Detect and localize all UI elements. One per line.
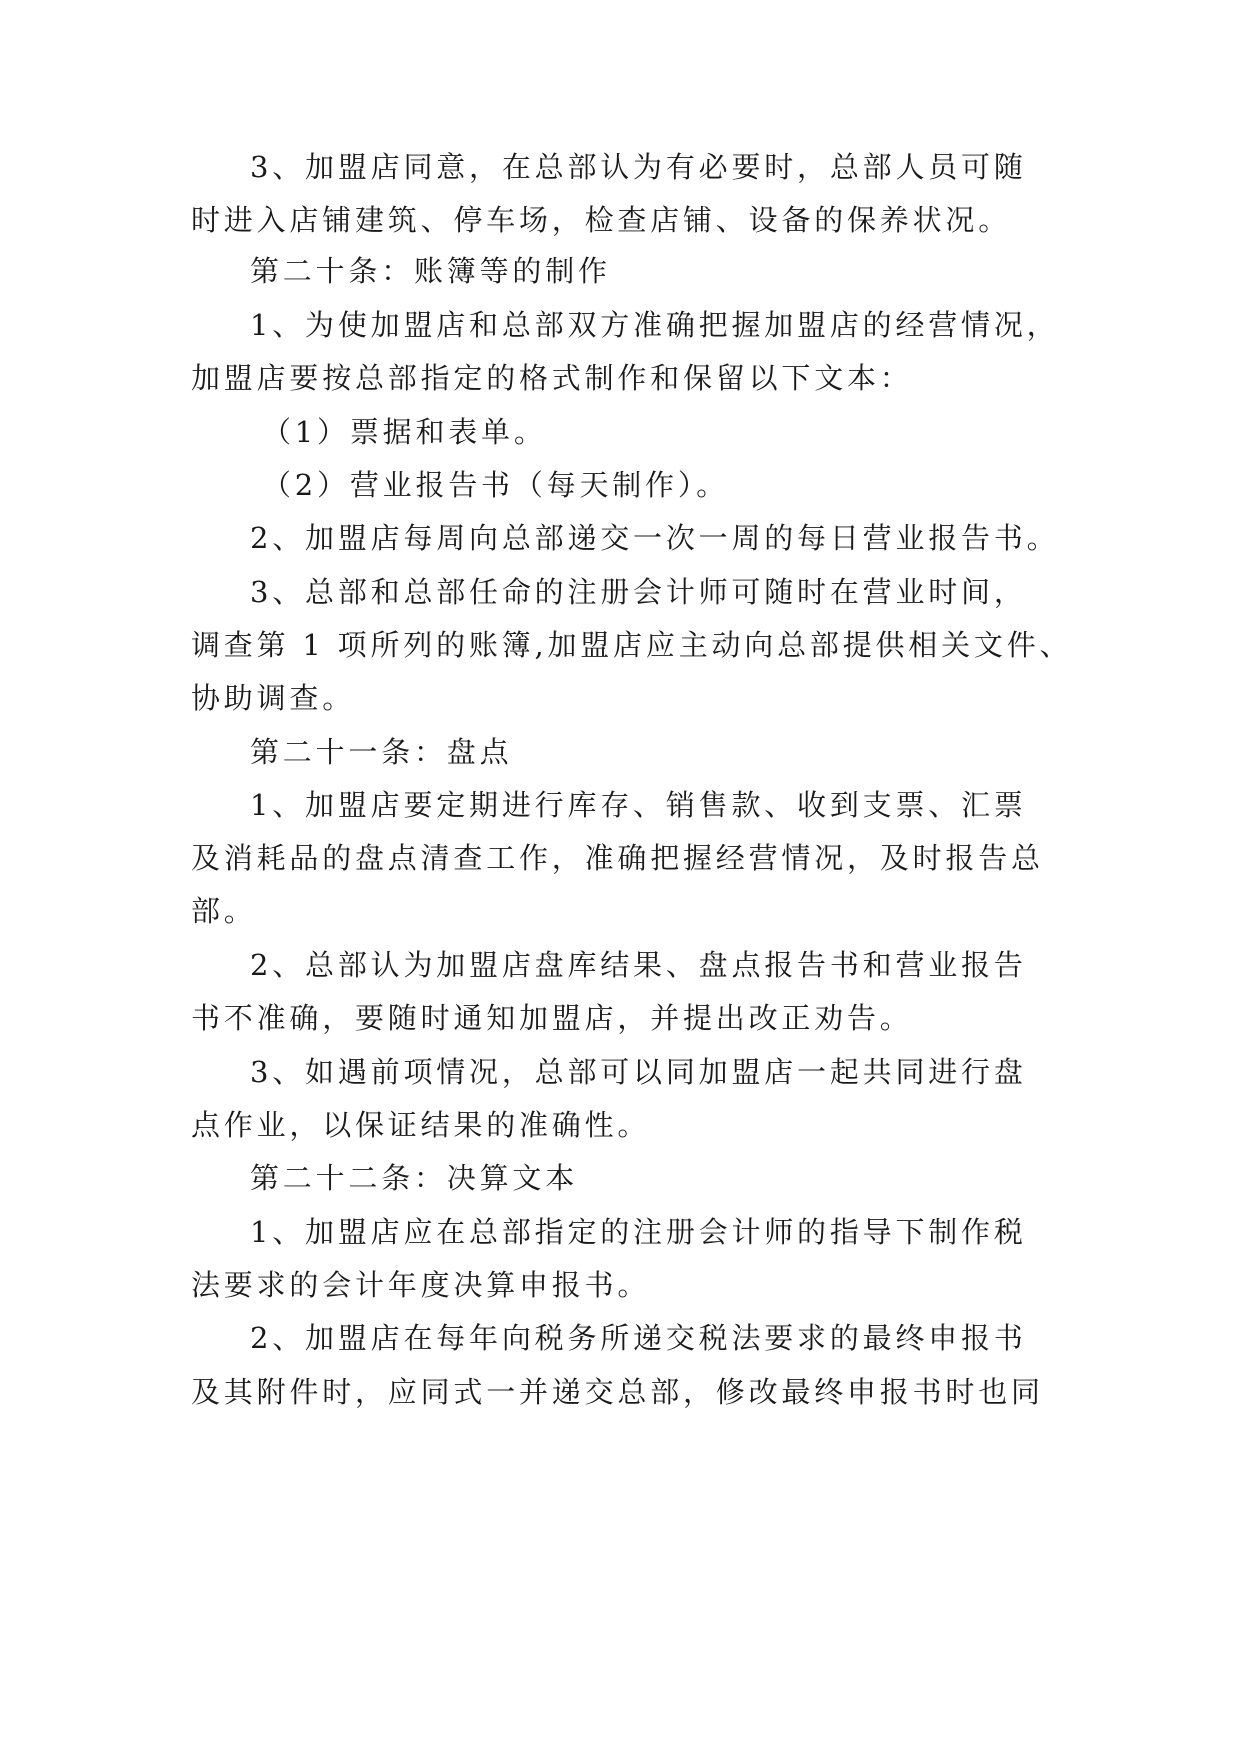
- section-heading: 第二十一条：盘点: [250, 735, 513, 769]
- paragraph-line: 调查第 1 项所列的账簿,加盟店应主动向总部提供相关文件、: [191, 628, 1073, 662]
- paragraph-line: 及其附件时，应同式一并递交总部，修改最终申报书时也同: [191, 1375, 1044, 1409]
- paragraph-line: 2、加盟店在每年向税务所递交税法要求的最终申报书: [250, 1321, 1027, 1355]
- paragraph-line: 3、加盟店同意，在总部认为有必要时，总部人员可随: [250, 150, 1027, 184]
- paragraph-line: 1、加盟店要定期进行库存、销售款、收到支票、汇票: [250, 788, 1027, 822]
- paragraph-line: 及消耗品的盘点清查工作，准确把握经营情况，及时报告总: [191, 841, 1044, 875]
- paragraph-line: 2、总部认为加盟店盘库结果、盘点报告书和营业报告: [250, 948, 1027, 982]
- paragraph-line: 加盟店要按总部指定的格式制作和保留以下文本：: [191, 361, 913, 395]
- paragraph-line: 书不准确，要随时通知加盟店，并提出改正劝告。: [191, 1001, 913, 1035]
- paragraph-line: 1、加盟店应在总部指定的注册会计师的指导下制作税: [250, 1215, 1027, 1249]
- paragraph-line: 3、总部和总部任命的注册会计师可随时在营业时间，: [250, 575, 1027, 609]
- paragraph-line: 部。: [191, 894, 257, 928]
- paragraph-line: 点作业，以保证结果的准确性。: [191, 1108, 651, 1142]
- list-item: （2）营业报告书（每天制作）。: [262, 468, 729, 502]
- paragraph-line: 2、加盟店每周向总部递交一次一周的每日营业报告书。: [250, 521, 1060, 555]
- paragraph-line: 时进入店铺建筑、停车场，检查店铺、设备的保养状况。: [191, 203, 1012, 237]
- paragraph-line: 协助调查。: [191, 681, 356, 715]
- paragraph-line: 1、为使加盟店和总部双方准确把握加盟店的经营情况，: [250, 308, 1060, 342]
- section-heading: 第二十条：账簿等的制作: [250, 254, 611, 288]
- paragraph-line: 法要求的会计年度决算申报书。: [191, 1268, 651, 1302]
- paragraph-line: 3、如遇前项情况，总部可以同加盟店一起共同进行盘: [250, 1055, 1027, 1089]
- list-item: （1）票据和表单。: [262, 415, 547, 449]
- section-heading: 第二十二条：决算文本: [250, 1161, 579, 1195]
